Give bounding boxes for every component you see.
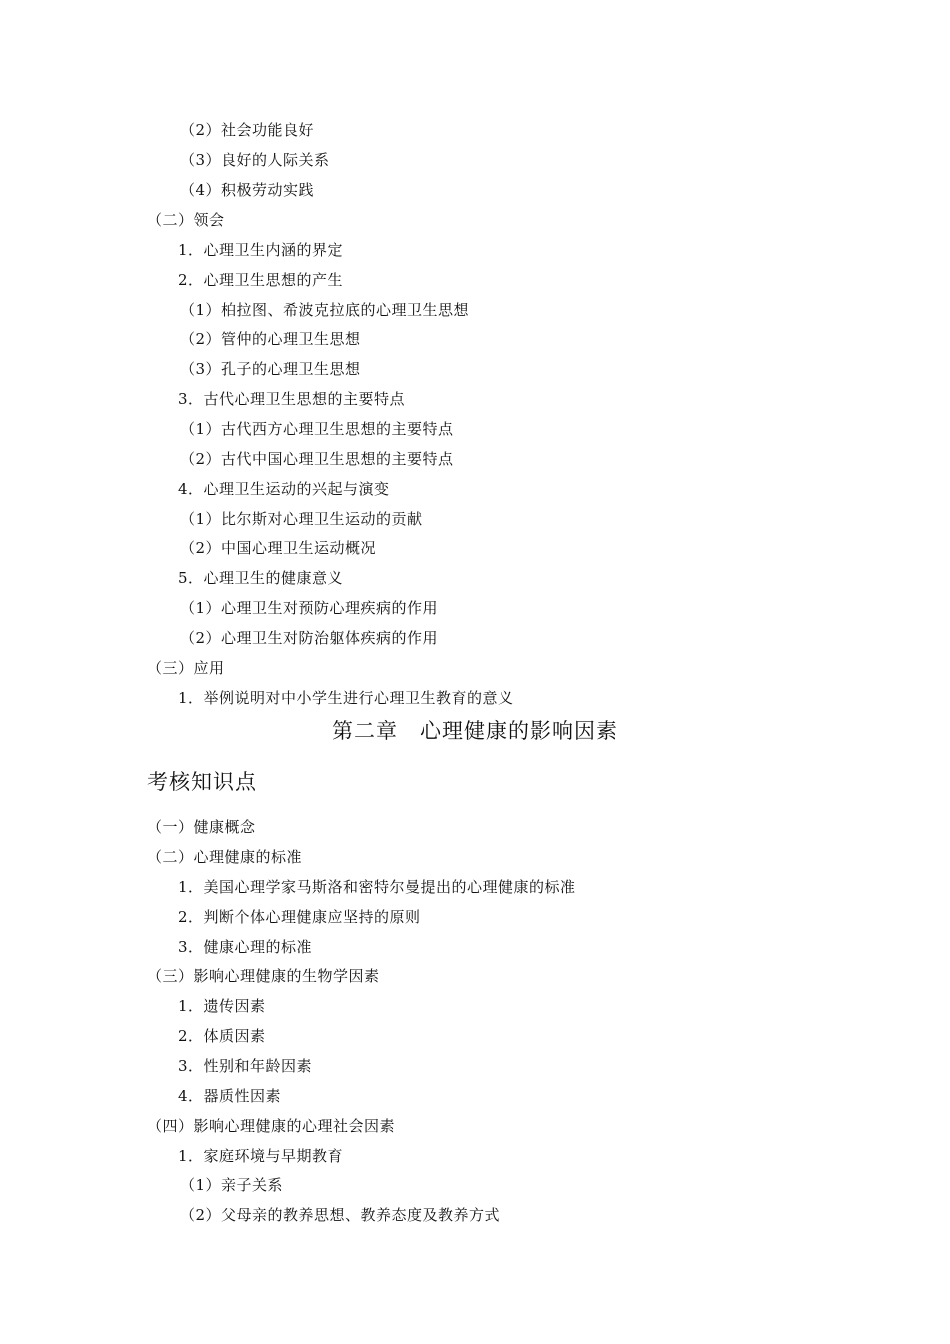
outline-item: （2）父母亲的教养思想、教养态度及教养方式 xyxy=(180,1206,501,1224)
outline-heading: （三）应用 xyxy=(147,659,225,677)
outline-item: （4）积极劳动实践 xyxy=(180,181,315,199)
outline-heading: （一）健康概念 xyxy=(147,818,256,836)
outline-item: （1）柏拉图、希波克拉底的心理卫生思想 xyxy=(180,301,470,319)
outline-item: 1．美国心理学家马斯洛和密特尔曼提出的心理健康的标准 xyxy=(178,878,576,896)
outline-item: 4．器质性因素 xyxy=(178,1087,282,1105)
outline-item: （3）孔子的心理卫生思想 xyxy=(180,360,361,378)
outline-item: 4．心理卫生运动的兴起与演变 xyxy=(178,480,390,498)
outline-item: （1）古代西方心理卫生思想的主要特点 xyxy=(180,420,454,438)
outline-item: 1．举例说明对中小学生进行心理卫生教育的意义 xyxy=(178,689,514,707)
outline-item: （2）中国心理卫生运动概况 xyxy=(180,539,377,557)
section-heading: 考核知识点 xyxy=(147,770,257,794)
outline-item: （1）心理卫生对预防心理疾病的作用 xyxy=(180,599,439,617)
outline-item: 3．健康心理的标准 xyxy=(178,938,313,956)
outline-item: 3．古代心理卫生思想的主要特点 xyxy=(178,390,406,408)
outline-item: 1．家庭环境与早期教育 xyxy=(178,1147,344,1165)
outline-item: （1）比尔斯对心理卫生运动的贡献 xyxy=(180,510,423,528)
outline-heading: （三）影响心理健康的生物学因素 xyxy=(147,967,380,985)
outline-item: （3）良好的人际关系 xyxy=(180,151,330,169)
outline-item: （1）亲子关系 xyxy=(180,1176,284,1194)
outline-item: 2．判断个体心理健康应坚持的原则 xyxy=(178,908,421,926)
chapter-title: 第二章 心理健康的影响因素 xyxy=(332,719,618,743)
outline-item: 2．体质因素 xyxy=(178,1027,266,1045)
outline-heading: （四）影响心理健康的心理社会因素 xyxy=(147,1117,396,1135)
outline-item: （2）心理卫生对防治躯体疾病的作用 xyxy=(180,629,439,647)
outline-heading: （二）领会 xyxy=(147,211,225,229)
outline-item: （2）古代中国心理卫生思想的主要特点 xyxy=(180,450,454,468)
outline-item: 2．心理卫生思想的产生 xyxy=(178,271,344,289)
outline-item: （2）社会功能良好 xyxy=(180,121,315,139)
outline-item: 1．遗传因素 xyxy=(178,997,266,1015)
outline-item: （2）管仲的心理卫生思想 xyxy=(180,330,361,348)
outline-item: 1．心理卫生内涵的界定 xyxy=(178,241,344,259)
outline-heading: （二）心理健康的标准 xyxy=(147,848,303,866)
outline-item: 5．心理卫生的健康意义 xyxy=(178,569,344,587)
outline-item: 3．性别和年龄因素 xyxy=(178,1057,313,1075)
